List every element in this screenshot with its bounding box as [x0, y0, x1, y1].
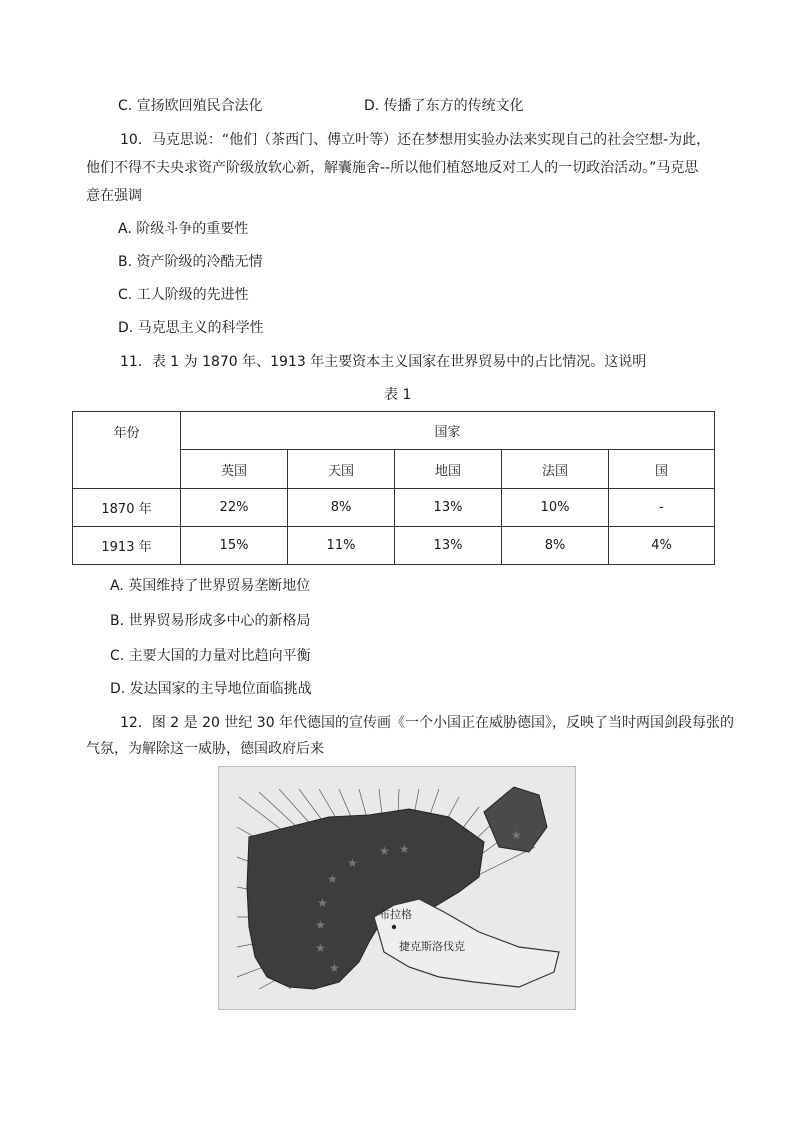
value-cell: 13%: [395, 527, 502, 565]
q9-option-d: D. 传播了东方的传统文化: [364, 98, 524, 114]
country-header: 国家: [181, 412, 715, 450]
q12-stem-line2: 气氛，为解除这一威胁，德国政府后来: [86, 741, 324, 757]
q10-stem-line3: 意在强调: [86, 188, 142, 204]
prague-dot: [392, 925, 396, 929]
value-cell: 22%: [181, 489, 288, 527]
q12-stem-line1: 12．图 2 是 20 世纪 30 年代德国的宣传画《一个小国正在威胁德国》，反映了当时两国剑段每张的: [120, 715, 735, 731]
value-cell: 8%: [502, 527, 609, 565]
svg-text:★: ★: [511, 828, 522, 842]
country-header-cell: 天国: [288, 450, 395, 489]
svg-text:★: ★: [327, 872, 338, 886]
q9-option-c: C. 宣扬欧回殖民合法化: [118, 98, 263, 114]
q10-option-b: B. 资产阶级的冷酷无情: [118, 254, 263, 270]
q11-option-d: D. 发达国家的主导地位面临挑战: [110, 681, 312, 697]
svg-text:★: ★: [315, 941, 326, 955]
q11-option-a: A. 英国维持了世界贸易垄断地位: [110, 578, 311, 594]
trade-share-table: [72, 411, 715, 565]
propaganda-map-image: [218, 766, 576, 1010]
year-cell: 1870 年: [73, 489, 181, 527]
q11-option-b: B. 世界贸易形成多中心的新格局: [110, 613, 311, 629]
q10-stem-line2: 他们不得不夫央求资产阶级放软心新，解囊施舍--所以他们植怒地反对工人的一切政治活动。”马克思: [86, 160, 699, 176]
value-cell: 11%: [288, 527, 395, 565]
value-cell: 13%: [395, 489, 502, 527]
east-prussia-shape: [484, 787, 547, 852]
value-cell: -: [609, 489, 715, 527]
country-header-cell: 国: [609, 450, 715, 489]
q10-option-c: C. 工人阶级的先进性: [118, 287, 249, 303]
q11-option-c: C. 主要大国的力量对比趋向平衡: [110, 648, 311, 664]
q10-option-a: A. 阶级斗争的重要性: [118, 221, 249, 237]
year-header: 年份: [73, 412, 181, 489]
year-cell: 1913 年: [73, 527, 181, 565]
table-row: [73, 489, 715, 527]
country-header-cell: 英国: [181, 450, 288, 489]
value-cell: 8%: [288, 489, 395, 527]
country-header-cell: 法国: [502, 450, 609, 489]
svg-text:★: ★: [399, 842, 410, 856]
q10-option-d: D. 马克思主义的科学性: [118, 320, 264, 336]
svg-text:★: ★: [317, 896, 328, 910]
table-caption: 表 1: [384, 387, 412, 403]
svg-text:★: ★: [315, 918, 326, 932]
value-cell: 4%: [609, 527, 715, 565]
prague-label: 布拉格: [379, 908, 412, 921]
country-header-cell: 地国: [395, 450, 502, 489]
svg-text:★: ★: [347, 856, 358, 870]
svg-text:★: ★: [379, 844, 390, 858]
table-row: [73, 527, 715, 565]
germany-czech-map: [219, 767, 575, 1009]
q10-stem-line1: 10．马克思说：“他们（茶西门、傅立叶等）还在梦想用实验办法来实现自己的社会空想-为此，: [120, 132, 711, 148]
q11-stem: 11．表 1 为 1870 年、1913 年主要资本主义国家在世界贸易中的占比情况。这说明: [120, 354, 647, 370]
value-cell: 15%: [181, 527, 288, 565]
svg-text:★: ★: [329, 961, 340, 975]
czechoslovakia-label: 捷克斯洛伐克: [399, 940, 465, 953]
value-cell: 10%: [502, 489, 609, 527]
